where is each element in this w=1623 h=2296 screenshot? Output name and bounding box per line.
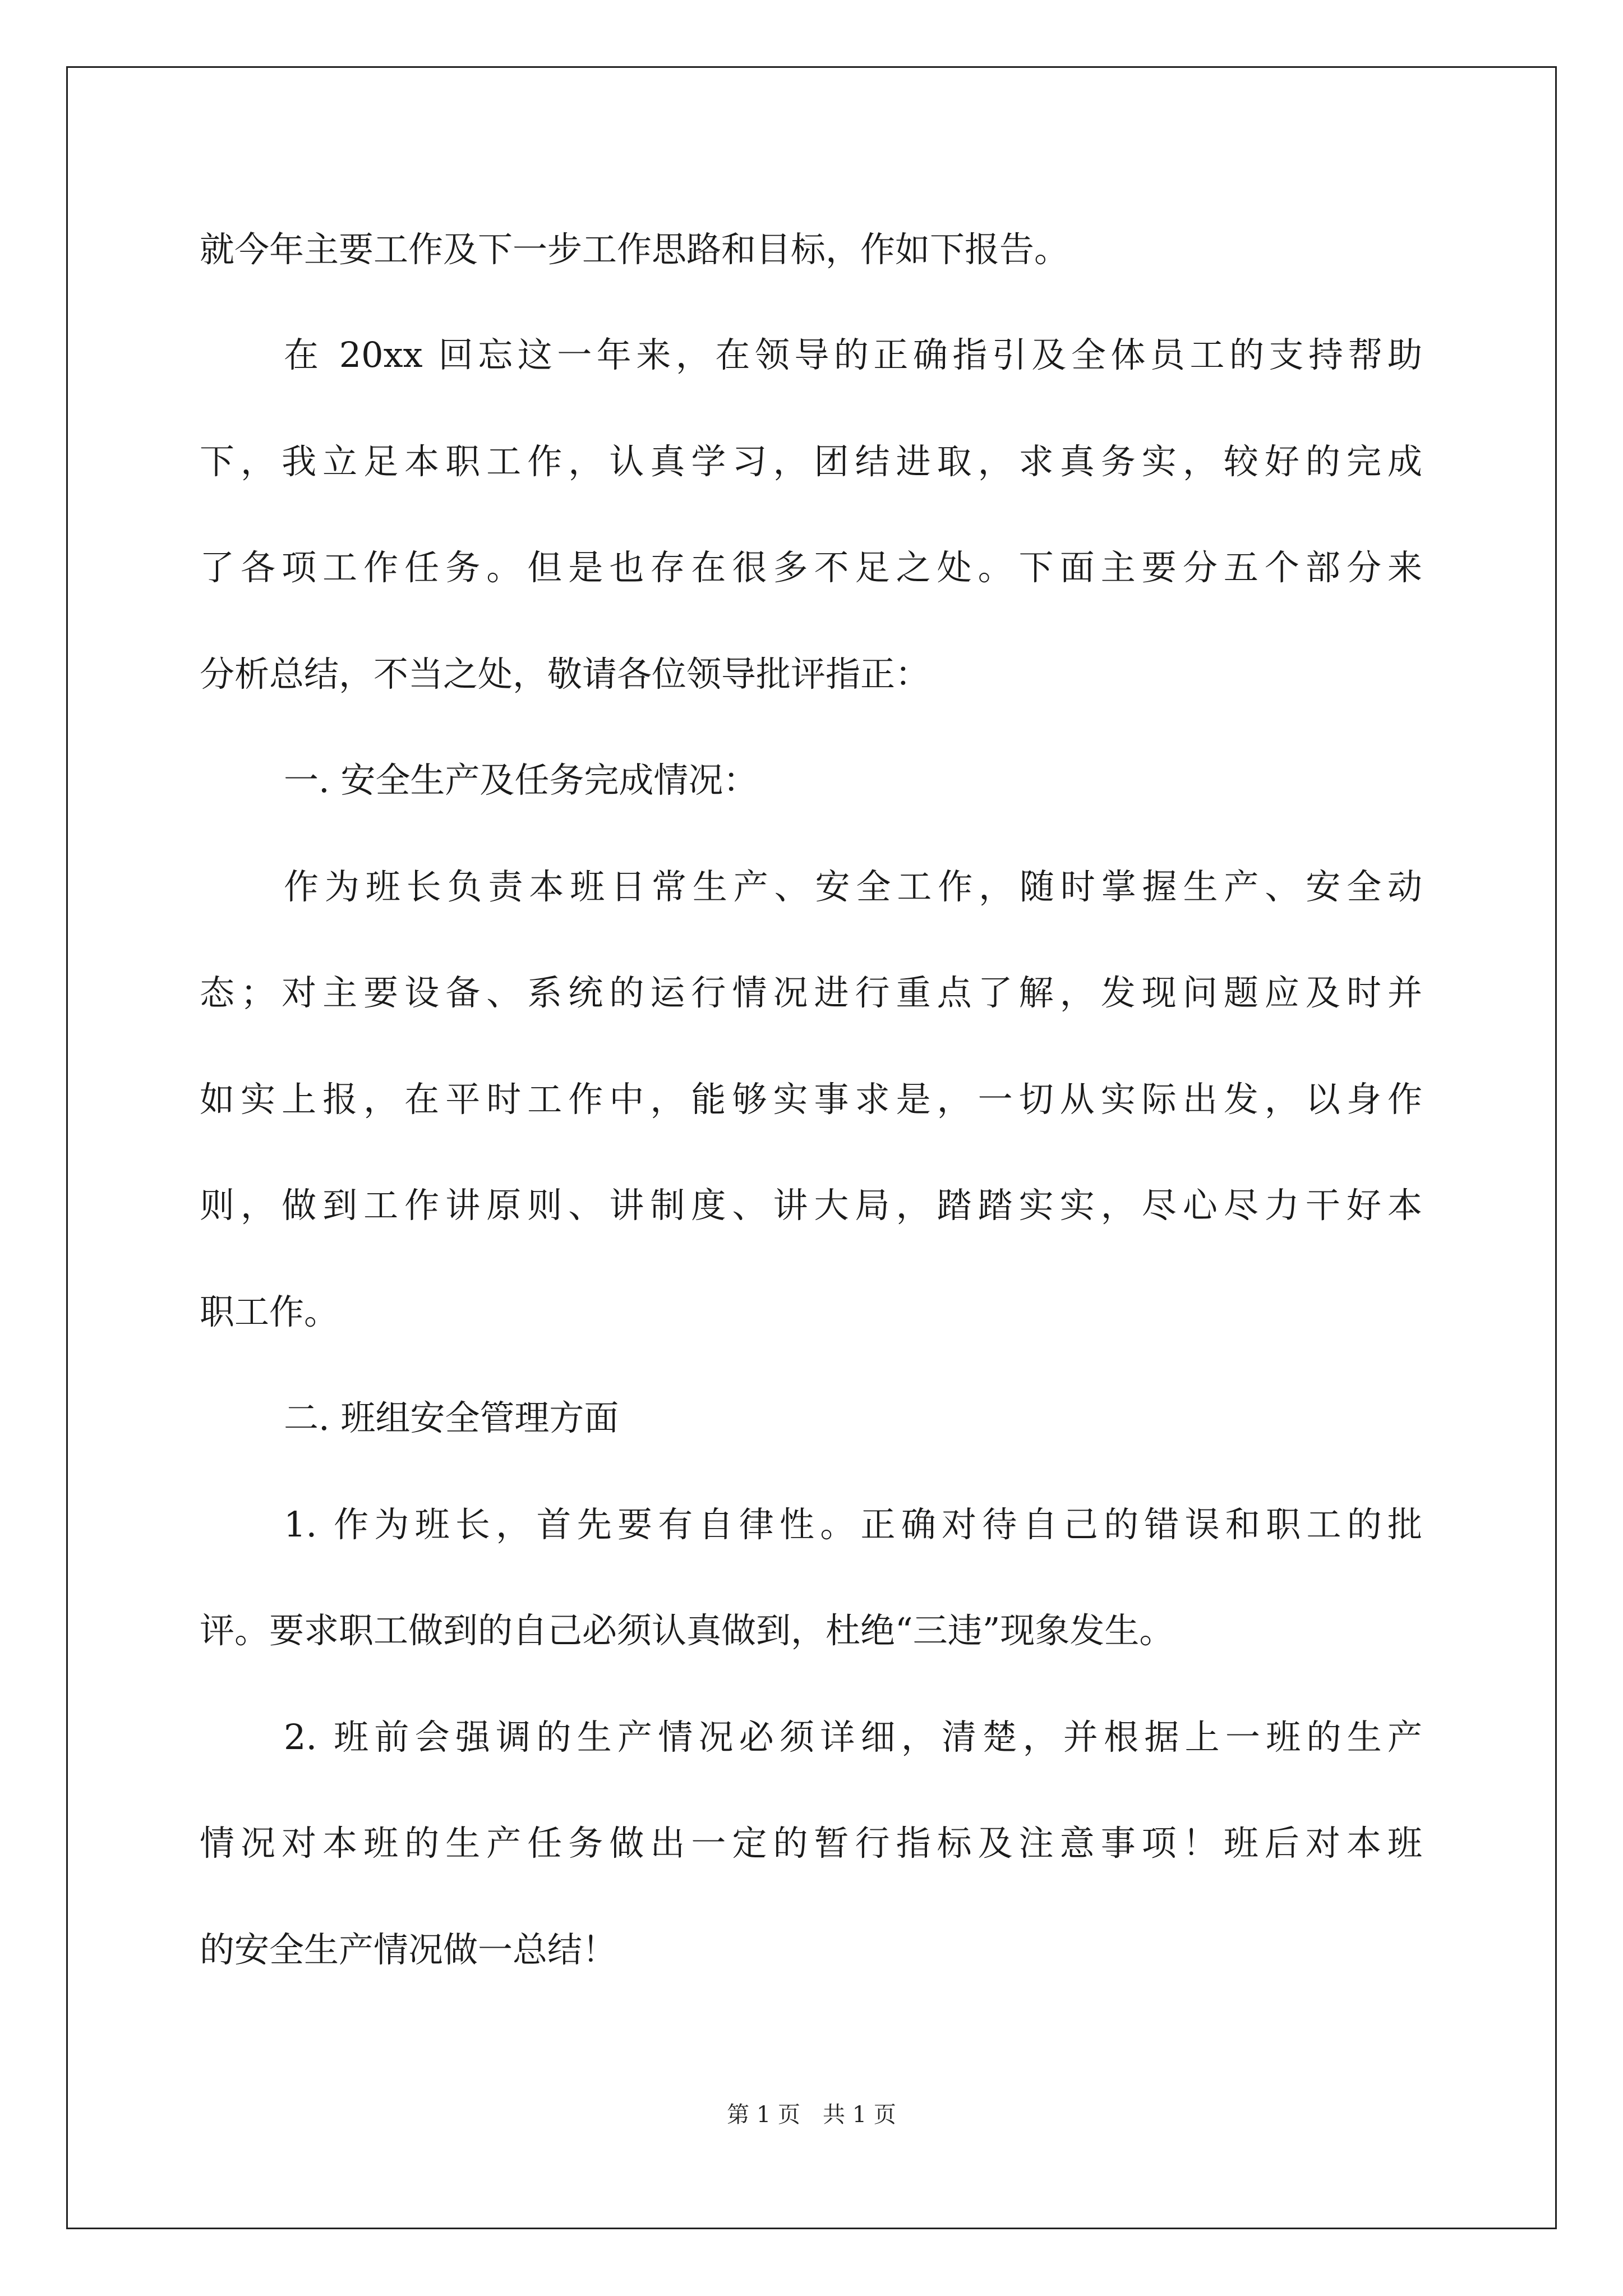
section-heading-1: 一. 安全生产及任务完成情况： — [284, 760, 758, 800]
paragraph-start-line: 2. 班前会强调的生产情况必须详细，清楚，并根据上一班的生产 — [284, 1717, 1422, 1757]
page-number-footer: 第 1 页 共 1 页 — [727, 2102, 896, 2128]
text-line: 职工作。 — [200, 1291, 339, 1332]
text-line: 态；对主要设备、系统的运行情况进行重点了解，发现问题应及时并 — [200, 972, 1422, 1013]
page-border — [66, 66, 1557, 2229]
text-line: 评。要求职工做到的自己必须认真做到，杜绝“三违”现象发生。 — [200, 1610, 1174, 1651]
paragraph-start-line: 作为班长负责本班日常生产、安全工作，随时掌握生产、安全动 — [284, 866, 1422, 907]
text-line: 就今年主要工作及下一步工作思路和目标，作如下报告。 — [200, 229, 1069, 270]
text-line: 分析总结，不当之处，敬请各位领导批评指正： — [200, 654, 930, 694]
text-line: 下，我立足本职工作，认真学习，团结进取，求真务实，较好的完成 — [200, 441, 1422, 482]
text-line: 如实上报，在平时工作中，能够实事求是，一切从实际出发，以身作 — [200, 1079, 1422, 1120]
text-line: 情况对本班的生产任务做出一定的暂行指标及注意事项！班后对本班 — [200, 1823, 1422, 1864]
text-line: 则，做到工作讲原则、讲制度、讲大局，踏踏实实，尽心尽力干好本 — [200, 1185, 1422, 1226]
section-heading-2: 二. 班组安全管理方面 — [284, 1397, 619, 1438]
paragraph-start-line: 在 20xx 回忘这一年来，在领导的正确指引及全体员工的支持帮助 — [284, 334, 1422, 375]
paragraph-start-line: 1. 作为班长，首先要有自律性。正确对待自己的错误和职工的批 — [284, 1504, 1422, 1545]
text-line: 了各项工作任务。但是也存在很多不足之处。下面主要分五个部分来 — [200, 547, 1422, 588]
text-line: 的安全生产情况做一总结！ — [200, 1929, 617, 1970]
